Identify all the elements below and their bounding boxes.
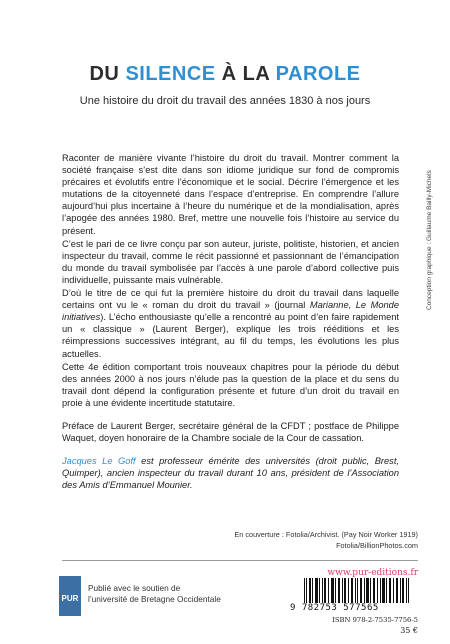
author-name: Jacques Le Goff (62, 456, 136, 467)
cover-credit-line-2: Fotolia/BillionPhotos.com (336, 541, 418, 550)
echo-text-after: ). L’écho enthousiaste qu’elle a rencontré au point d’en faire rapidement un « classique » (Laurent Berger), explique les trois rééditions et les réimpressions successives intégrant, au fil du temps, les évolutions les plus actuelles. (62, 312, 399, 359)
price: 35 € (400, 626, 418, 635)
divider (62, 560, 418, 561)
cover-credit (234, 529, 418, 551)
echo-text-before: D’où le titre de ce qui fut la première histoire du droit du travail dans laquelle certains ont vu le « roman du droit du travail » (journal (62, 288, 399, 311)
author-bio-text: est professeur émérite des universités (droit public, Brest, Quimper), ancien inspecteur du travail durant 10 ans, président de l’Association des Amis d’Emmanuel Mounier. (62, 456, 399, 491)
back-cover-blurb (62, 152, 399, 492)
cover-credit-line-1: En couverture : Fotolia/Archivist. (Pay Noir Worker 1919) (234, 530, 418, 539)
blurb-paragraph-2: C’est le pari de ce livre conçu par son auteur, juriste, politiste, historien, et ancien inspecteur du travail, comme le récit passionné et passionnant de l’émancipation du monde du travail symbolisée par l’accès à une parole d’abord collective puis individuelle, puissante mais vulnérable. (62, 238, 399, 285)
title-part-2: SILENCE (125, 63, 216, 85)
title-part-4: PAROLE (275, 63, 361, 85)
publisher-support (88, 583, 221, 605)
isbn: ISBN 978-2-7535-7756-5 (332, 616, 418, 624)
publisher-website: www.pur-editions.fr (327, 568, 418, 578)
title-part-1: DU (89, 63, 126, 85)
preface-note: Préface de Laurent Berger, secrétaire général de la CFDT ; postface de Philippe Waquet, doyen honoraire de la Chambre sociale de la Cour de cassation. (62, 420, 399, 444)
journal-names: Marianne, Le Monde initiatives (62, 300, 399, 323)
design-credit (426, 160, 440, 310)
publisher-line-2: l’université de Bretagne Occidentale (88, 594, 221, 604)
blurb-paragraph-3 (62, 287, 399, 360)
barcode-number: 9 782753 577565 (290, 603, 420, 613)
pur-logo-text: PUR (61, 594, 79, 603)
title-part-3: À LA (215, 63, 276, 85)
blurb-paragraph-1: Raconter de manière vivante l’histoire du droit du travail. Montrer comment la société française s’est dite dans son idiome juridique sur fond de compromis précaires et évolutifs entre l’économique et le social. Décrire l’émergence et les mutations de la citoyenneté dans l’espace d’entreprise. En comprendre l’allure aujourd’hui plus incertaine à l’heure du numérique et de la mondialisation, après l’apogée des années 1980. Bref, mettre une nouvelle fois l’histoire au service du présent. (62, 153, 399, 236)
book-title (0, 63, 450, 86)
design-credit-text: Conception graphique : Guillaume Bailly-Michels (426, 170, 433, 310)
pur-logo (59, 576, 81, 616)
book-subtitle: Une histoire du droit du travail des années 1830 à nos jours (79, 95, 371, 107)
author-bio (62, 455, 399, 491)
publisher-line-1: Publié avec le soutien de (88, 583, 181, 593)
blurb-paragraph-4: Cette 4e édition comportant trois nouveaux chapitres pour la période du début des années 2000 à nos jours n’élude pas la question de la place et du sens du travail dont dépend la configuration présente et future d’un droit du travail en proie à une évidente incertitude statutaire. (62, 361, 399, 408)
